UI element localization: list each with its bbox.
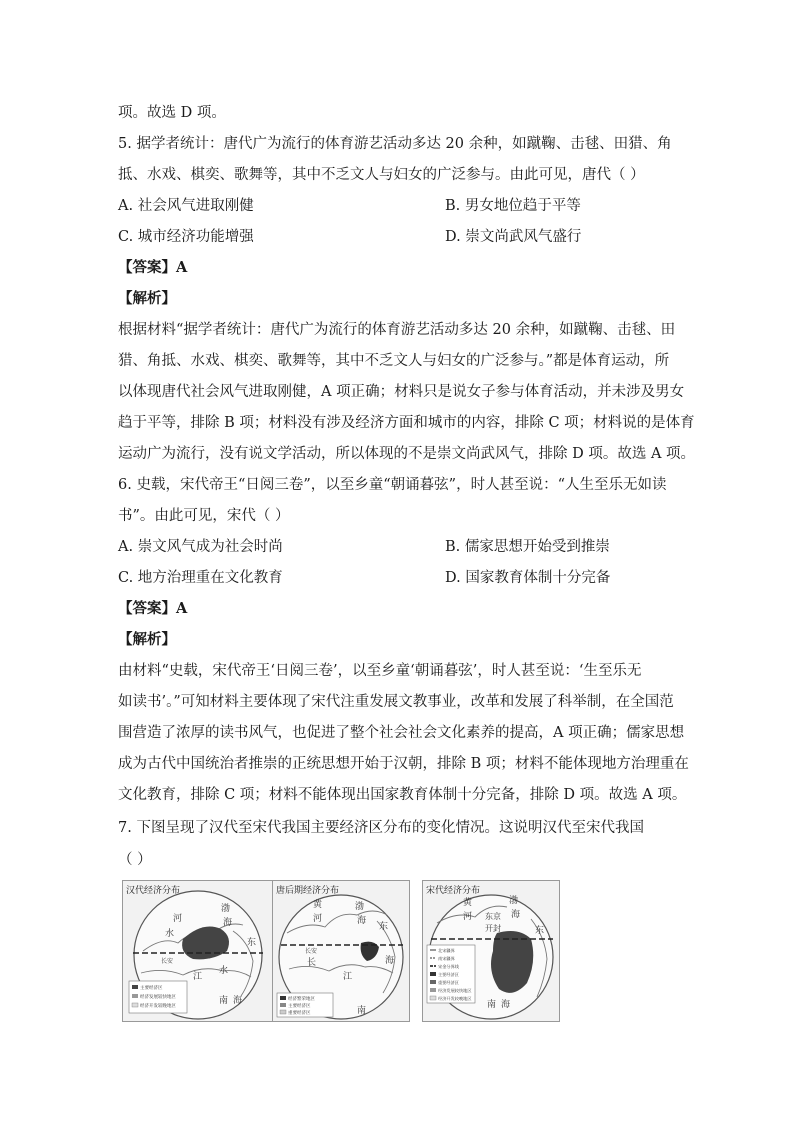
- map-tang-title: 唐后期经济分布: [276, 886, 340, 896]
- map-tang-label: 长: [307, 958, 317, 968]
- map-tang-label: 东: [379, 922, 389, 932]
- map-han-label: 南: [219, 996, 229, 1006]
- map-song-legend: 北宋疆界: [438, 948, 455, 953]
- map-tang-graphic: [273, 881, 409, 1021]
- map-song-graphic: [423, 881, 559, 1021]
- q6-explanation: 由材料“史载，宋代帝王‘日阅三卷’，以至乡童‘朝诵暮弦’，时人甚至说：‘生至乐无: [118, 663, 642, 679]
- map-han-label: 海: [223, 918, 233, 928]
- q5-explanation: 根据材料“据学者统计：唐代广为流行的体育游艺活动多达 20 余种，如蹴鞠、击毬、田: [118, 322, 676, 338]
- question-5-stem: 5. 据学者统计：唐代广为流行的体育游艺活动多达 20 余种，如蹴鞠、击毬、田猎、角: [118, 136, 672, 152]
- map-song-label: 南: [487, 1000, 497, 1010]
- map-tang-legend: 经济繁荣地区: [288, 997, 315, 1002]
- text-line: 项。故选 D 项。: [118, 105, 226, 121]
- map-song-label: 海: [511, 910, 521, 920]
- map-han-graphic: [123, 881, 273, 1021]
- map-song-legend: 经济开发较晚地区: [438, 996, 472, 1001]
- question-6-stem: 书”。由此可见，宋代（ ）: [118, 508, 290, 524]
- q6-option-a: A. 崇文风气成为社会时尚: [118, 539, 283, 555]
- map-han-label: 水: [165, 929, 175, 939]
- question-6-stem: 6. 史载，宋代帝王“日阅三卷”，以至乡童“朝诵暮弦”，时人甚至说：“人生至乐无如读: [118, 477, 667, 493]
- q5-explanation: 以体现唐代社会风气进取刚健，A 项正确；材料只是说女子参与体育活动，并未涉及男女: [118, 384, 685, 400]
- question-7-stem: 7. 下图呈现了汉代至宋代我国主要经济区分布的变化情况。这说明汉代至宋代我国: [118, 820, 644, 836]
- map-song-title: 宋代经济分布: [426, 886, 481, 896]
- q5-option-c: C. 城市经济功能增强: [118, 229, 254, 245]
- map-han-label: 水: [219, 966, 229, 976]
- map-song-label: 黄: [463, 898, 473, 908]
- map-tang-legend: 主要经济区: [288, 1004, 311, 1009]
- map-han-legend: 经济开发较晚地区: [140, 1004, 176, 1009]
- economic-distribution-maps: [122, 880, 682, 1020]
- map-tang-label: 海: [385, 956, 395, 966]
- map-han: [122, 880, 274, 1022]
- q6-option-b: B. 儒家思想开始受到推崇: [445, 539, 610, 555]
- q5-option-d: D. 崇文尚武风气盛行: [445, 229, 582, 245]
- q5-answer: 【答案】A: [118, 259, 188, 276]
- q6-explanation: 围营造了浓厚的读书风气，也促进了整个社会社会文化素养的提高，A 项正确；儒家思想: [118, 725, 685, 741]
- map-han-legend: 经济发展较快地区: [140, 995, 176, 1000]
- map-han-label: 长安: [161, 958, 174, 965]
- map-tang-label: 长安: [305, 948, 318, 955]
- q5-option-a: A. 社会风气进取刚健: [118, 198, 254, 214]
- q5-option-b: B. 男女地位趋于平等: [445, 198, 581, 214]
- q6-explanation: 成为古代中国统治者推崇的正统思想开始于汉朝，排除 B 项；材料不能体现地方治理重在: [118, 756, 689, 772]
- q6-explanation-heading: 【解析】: [118, 631, 176, 648]
- q6-answer: 【答案】A: [118, 600, 188, 617]
- map-tang-legend: 重要经济区: [288, 1011, 311, 1016]
- map-tang-label: 黄: [313, 900, 323, 910]
- q5-explanation: 运动广为流行，没有说文学活动，所以体现的不是崇文尚武风气，排除 D 项。故选 A 项。: [118, 446, 696, 462]
- q6-option-c: C. 地方治理重在文化教育: [118, 570, 283, 586]
- map-song-legend: 宋金分界线: [438, 964, 459, 969]
- question-7-stem: （ ）: [118, 852, 152, 868]
- map-song-legend: 南宋疆界: [438, 956, 455, 961]
- q5-explanation: 趋于平等，排除 B 项；材料没有涉及经济方面和城市的内容，排除 C 项；材料说的是体育: [118, 415, 695, 431]
- map-han-title: 汉代经济分布: [126, 886, 181, 896]
- map-han-label: 海: [233, 996, 243, 1006]
- map-han-label: 河: [173, 914, 183, 924]
- map-song-legend: 主要经济区: [438, 972, 459, 977]
- map-song-legend: 经济发展较快地区: [438, 988, 472, 993]
- map-tang-label: 南: [357, 1006, 367, 1016]
- map-han-label: 江: [193, 972, 203, 982]
- question-5-stem: 抵、水戏、棋奕、歌舞等，其中不乏文人与妇女的广泛参与。由此可见，唐代（ ）: [118, 167, 645, 183]
- map-han-label: 渤: [221, 904, 231, 914]
- map-tang-label: 渤: [355, 902, 365, 912]
- map-tang: [272, 880, 410, 1022]
- map-song-legend: 重要经济区: [438, 980, 459, 985]
- map-song-label: 海: [501, 1000, 511, 1010]
- q5-explanation: 猎、角抵、水戏、棋奕、歌舞等，其中不乏文人与妇女的广泛参与。”都是体育运动，所: [118, 353, 670, 369]
- map-song-label: 开封: [485, 924, 501, 933]
- q5-explanation-heading: 【解析】: [118, 290, 176, 307]
- map-song: [422, 880, 560, 1022]
- map-tang-label: 江: [343, 972, 353, 982]
- map-song-label: 东: [535, 926, 545, 936]
- q6-explanation: 文化教育，排除 C 项；材料不能体现出国家教育体制十分完备，排除 D 项。故选 A 项。: [118, 787, 687, 803]
- q6-option-d: D. 国家教育体制十分完备: [445, 570, 611, 586]
- map-han-label: 东: [247, 938, 257, 948]
- map-tang-label: 河: [313, 914, 323, 924]
- map-song-label: 河: [463, 912, 473, 922]
- map-song-label: 东京: [485, 912, 501, 921]
- q6-explanation: 如读书’。”可知材料主要体现了宋代注重发展文教事业，改革和发展了科举制，在全国范: [118, 694, 674, 710]
- map-tang-label: 海: [357, 916, 367, 926]
- map-han-legend: 主要经济区: [140, 986, 163, 991]
- map-song-label: 渤: [509, 896, 519, 906]
